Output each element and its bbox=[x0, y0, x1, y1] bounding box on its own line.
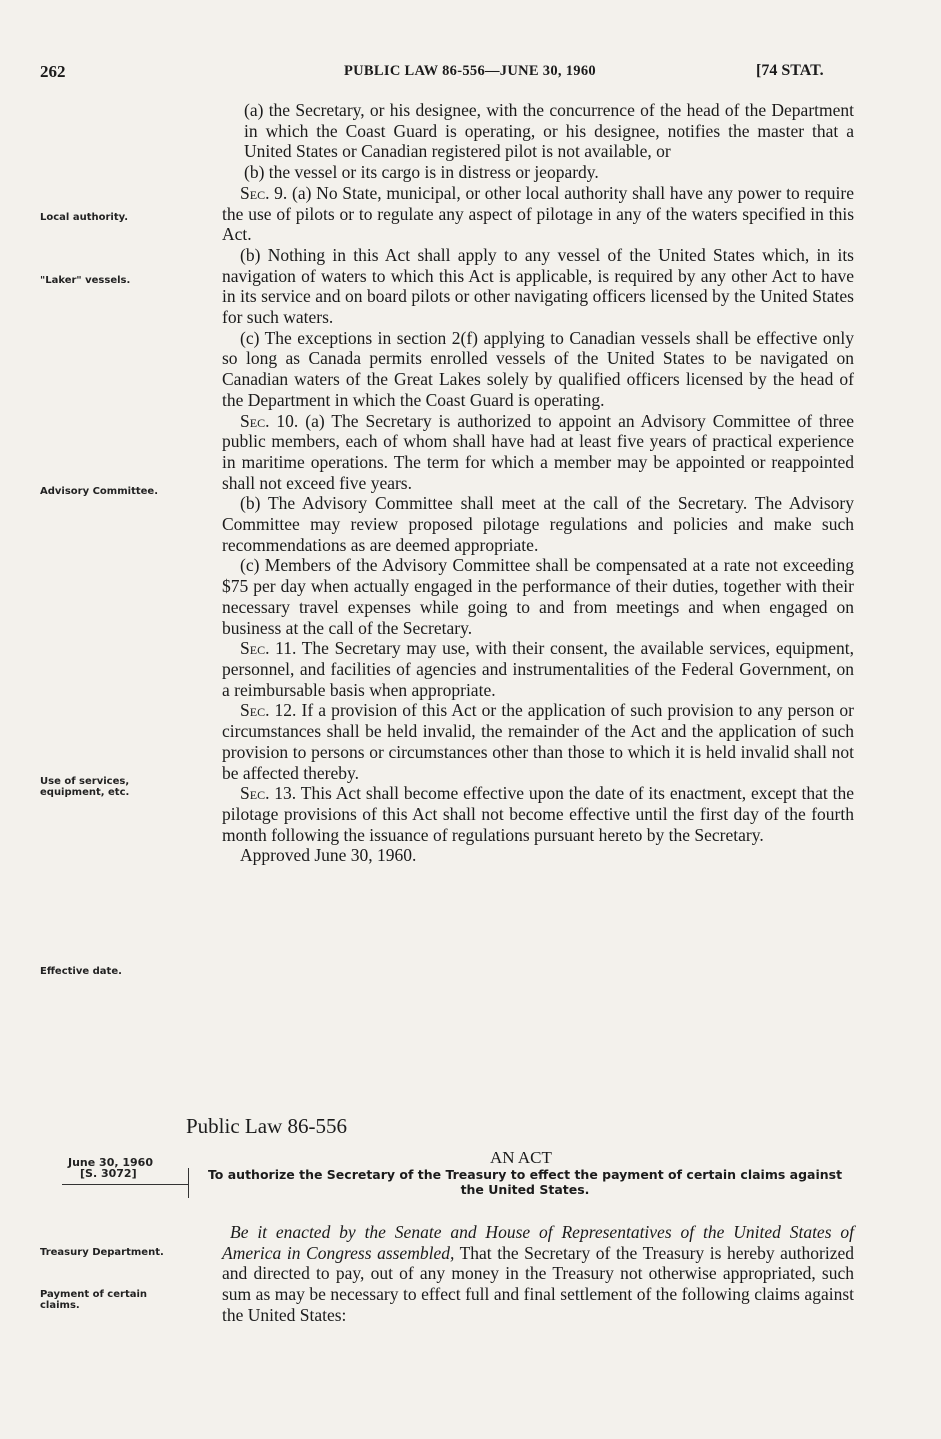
statute-reference: [74 STAT. bbox=[756, 62, 824, 79]
section-10-a-text: (a) The Secretary is authorized to appoint an Advisory Committee of three public members, each of whom shall have had at least five years of practical experience in maritime operations. The term for which a member may be appointed or reappointed shall not exceed five years. bbox=[222, 410, 854, 493]
section-13-text: This Act shall become effective upon the date of its enactment, except that the pilotage provisions of this Act shall not become effective until the first day of the fourth month following the issuance of regulations pursuant hereto by the Secretary. bbox=[222, 783, 854, 845]
purpose-bar bbox=[188, 1168, 189, 1198]
section-11 bbox=[222, 638, 854, 700]
section-10-b: (b) The Advisory Committee shall meet at the call of the Secretary. The Advisory Committee may review proposed pilotage regulations and policies and make such recommendations as are deemed appropriate. bbox=[222, 493, 854, 555]
margin-note-laker-vessels: "Laker" vessels. bbox=[40, 275, 131, 286]
section-12-heading: Sec. 12. bbox=[240, 700, 297, 721]
margin-note-advisory-committee: Advisory Committee. bbox=[40, 486, 158, 497]
paragraph-a: (a) the Secretary, or his designee, with the concurrence of the head of the Department in which the Coast Guard is operating, or his designee, notifies the master that a United States or Canadian registered pilot is not available, or bbox=[244, 100, 854, 162]
section-10-a bbox=[222, 411, 854, 494]
enacting-clause bbox=[222, 1222, 854, 1326]
margin-note-use-of-services: Use of services, equipment, etc. bbox=[40, 776, 130, 798]
section-13-heading: Sec. 13. bbox=[240, 783, 297, 804]
section-11-text: The Secretary may use, with their consent, the available services, equipment, personnel, and facilities of agencies and instrumentalities of the Federal Government, on a reimbursable basis when appropriate. bbox=[222, 638, 855, 700]
enacting-text: That the Secretary of the Treasury is hereby authorized and directed to pay, out of any money in the Treasury not otherwise appropriated, such sum as may be necessary to effect full and final settlement of the following claims against the United States: bbox=[222, 1242, 854, 1325]
approved-date: Approved June 30, 1960. bbox=[240, 845, 417, 866]
section-12 bbox=[222, 700, 854, 783]
public-law-title: Public Law 86-556 bbox=[186, 1114, 347, 1138]
enacting-paragraph bbox=[222, 1222, 854, 1326]
statute-body bbox=[222, 100, 854, 866]
page-header bbox=[40, 62, 860, 86]
section-9-a-text: (a) No State, municipal, or other local authority shall have any power to require the use of pilots or to regulate any aspect of pilotage in any of the waters specified in this Act. bbox=[222, 182, 854, 245]
section-9-a bbox=[222, 183, 854, 245]
margin-note-bill-number: [S. 3072] bbox=[80, 1167, 137, 1180]
section-9-b: (b) Nothing in this Act shall apply to any vessel of the United States which, in its navigation of waters to which this Act is applicable, is required by any other Act to have in its service and on board pilots or other navigating officers licensed by the United States for such waters. bbox=[222, 244, 854, 328]
section-12-text: If a provision of this Act or the application of such provision to any person or circumstances shall be held invalid, the remainder of the Act and the application of such provision to persons or circumstances other than those to which it is held invalid shall not be affected thereby. bbox=[222, 700, 854, 783]
section-9-heading: Sec. 9. bbox=[240, 182, 288, 203]
an-act-heading: AN ACT bbox=[490, 1148, 552, 1167]
citation-rule bbox=[62, 1184, 188, 1185]
margin-note-date: June 30, 1960 bbox=[68, 1156, 153, 1169]
margin-note-treasury-department: Treasury Department. bbox=[40, 1247, 164, 1258]
margin-note-payment-claims: Payment of certain claims. bbox=[40, 1289, 148, 1311]
margin-note-effective-date: Effective date. bbox=[40, 966, 122, 977]
page-number: 262 bbox=[40, 62, 66, 81]
act-purpose: To authorize the Secretary of the Treasury to effect the payment of certain claims against the United States. bbox=[207, 1167, 843, 1197]
running-title: PUBLIC LAW 86-556—JUNE 30, 1960 bbox=[344, 63, 596, 79]
margin-note-local-authority: Local authority. bbox=[40, 212, 129, 223]
enacting-formula: Be it enacted by the Senate and House of Representatives of the United States of America in Congress assembled, bbox=[222, 1222, 854, 1263]
section-13 bbox=[222, 783, 854, 845]
section-10-c: (c) Members of the Advisory Committee shall be compensated at a rate not exceeding $75 per day when actually engaged in the performance of their duties, together with their necessary travel expenses while going to and from meetings and when engaged on business at the call of the Secretary. bbox=[222, 555, 854, 638]
section-9-c: (c) The exceptions in section 2(f) applying to Canadian vessels shall be effective only so long as Canada permits enrolled vessels of the United States to be navigated on Canadian waters of the Great Lakes solely by qualified officers licensed by the head of the Department in which the Coast Guard is operating. bbox=[222, 327, 854, 410]
section-11-heading: Sec. 11. bbox=[240, 638, 297, 659]
paragraph-b: (b) the vessel or its cargo is in distress or jeopardy. bbox=[244, 162, 599, 183]
section-10-heading: Sec. 10. bbox=[240, 410, 299, 431]
